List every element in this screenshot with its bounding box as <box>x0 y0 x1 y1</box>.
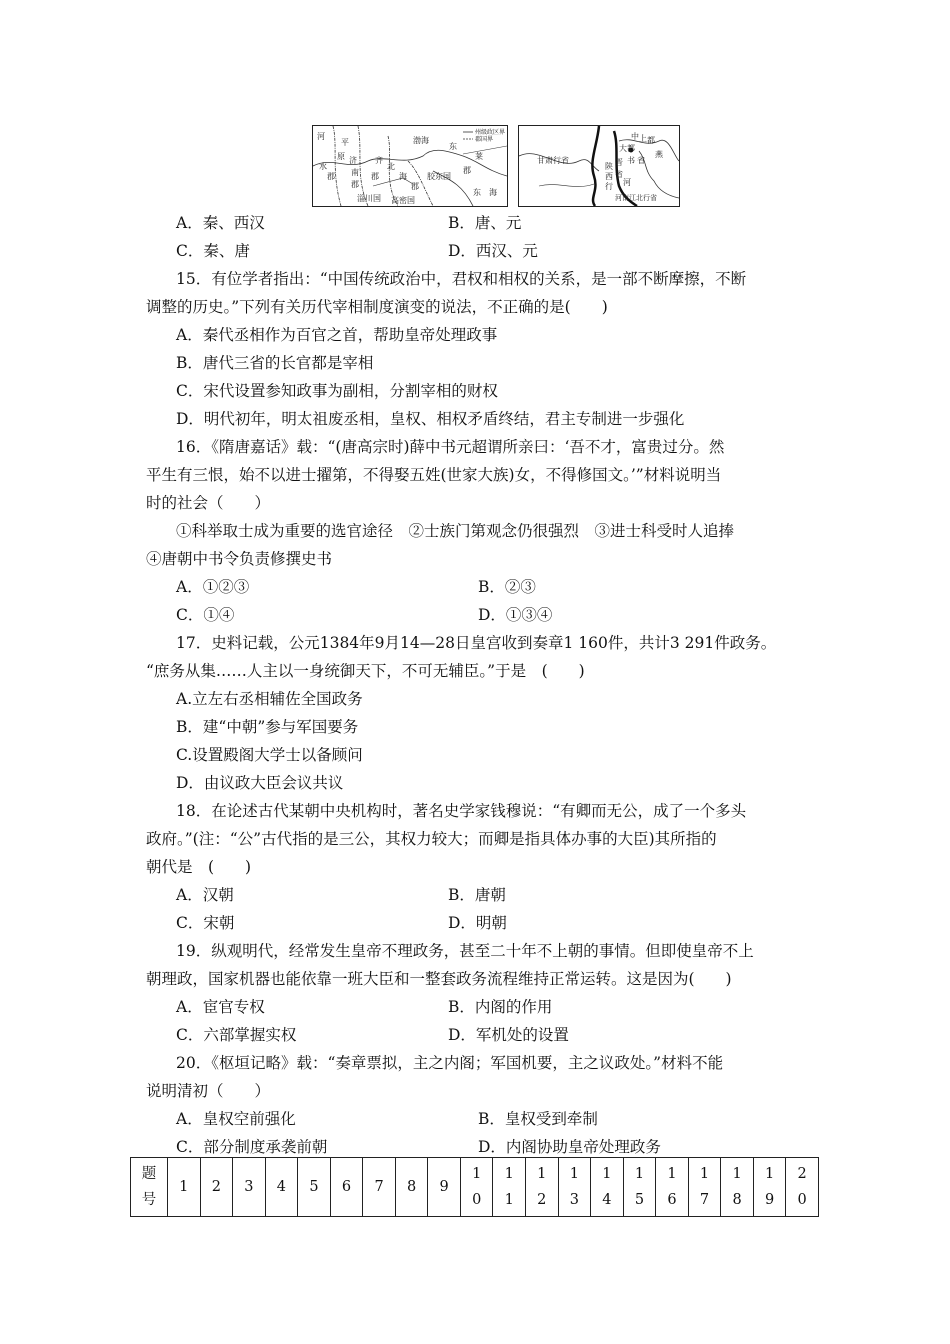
map1-label: 海 <box>399 172 407 181</box>
q17-stem: 17．史料记载，公元1384年9月14—28日皇宫收到奏章1 160件，共计3 291件政务。 <box>176 634 777 652</box>
map1-label: 郡 <box>351 180 359 189</box>
q17-stem-cont: “庶务从集……人主以一身统御天下，不可无辅臣。”于是 ( ) <box>146 662 585 680</box>
answer-table-cell: 1 6 <box>656 1158 689 1217</box>
map1-label: 郡 <box>371 172 379 181</box>
answer-table-cell: 1 4 <box>591 1158 624 1217</box>
answer-table-row <box>131 1158 819 1217</box>
map1-label: 平 <box>341 138 349 147</box>
q14-option-a: A．秦、西汉 <box>176 214 265 232</box>
map2-label: 上 <box>639 134 647 143</box>
q15-option-d: D．明代初年，明太祖废丞相，皇权、相权矛盾终结，君主专制进一步强化 <box>176 410 685 428</box>
q17-option-a: A.立左右丞相辅佐全国政务 <box>176 690 363 708</box>
answer-table-cell: 5 <box>298 1158 331 1217</box>
q19-stem: 19．纵观明代，经常发生皇帝不理政务，甚至二十年不上朝的事情。但即使皇帝不上 <box>176 942 754 960</box>
map2-label: 甘肃行省 <box>537 156 569 165</box>
q18-stem: 18．在论述古代某朝中央机构时，著名史学家钱穆说：“有卿而无公，成了一个多头 <box>176 802 747 820</box>
answer-table <box>130 1157 819 1217</box>
q20-stem: 20．《枢垣记略》载：“奏章票拟，主之内阁；军国机要，主之议政处。”材料不能 <box>176 1054 724 1072</box>
q18-option-a: A．汉朝 <box>176 886 234 904</box>
map2-label: 省 <box>637 156 645 165</box>
map1-label: 东 <box>473 188 481 197</box>
q15-option-a: A．秦代丞相作为百官之首，帮助皇帝处理政事 <box>176 326 498 344</box>
map1-label: 原 <box>337 152 345 161</box>
map1-label: 郡 <box>327 172 335 181</box>
map2-label: 河 <box>623 178 631 187</box>
map1-legend: 州级政区界 <box>475 129 506 136</box>
map2-label: 晋 <box>615 158 623 167</box>
q19-option-d: D．军机处的设置 <box>448 1026 569 1044</box>
q16-option-b: B．②③ <box>478 578 536 596</box>
answer-table-cell: 3 <box>233 1158 266 1217</box>
maps-figure <box>312 125 680 205</box>
map1-label: 河 <box>317 132 325 141</box>
answer-table-cell: 1 1 <box>493 1158 526 1217</box>
q19-option-a: A．宦官专权 <box>176 998 265 1016</box>
map2-label: 西 <box>605 172 613 181</box>
q19-stem-cont: 朝理政，国家机器也能依靠一班大臣和一整套政务流程维持正常运转。这是因为( ) <box>146 970 732 988</box>
map2-label: 燕 <box>655 150 663 159</box>
q17-option-d: D．由议政大臣会议共议 <box>176 774 344 792</box>
answer-table-cell: 2 <box>200 1158 233 1217</box>
q18-option-b: B．唐朝 <box>448 886 506 904</box>
q15-option-c: C．宋代设置参知政事为副相，分割宰相的财权 <box>176 382 498 400</box>
q16-stem-cont: 平生有三恨，始不以进士擢第，不得娶五姓(世家大族)女，不得修国文。’”材料说明当 <box>146 466 722 484</box>
map1-label: 郡 <box>463 166 471 175</box>
map2-label: 都 <box>647 136 655 145</box>
q16-stem: 16．《隋唐嘉话》载：“(唐高宗时)薛中书元超谓所亲曰：‘吾不才，富贵过分。然 <box>176 438 725 456</box>
q15-stem-cont: 调整的历史。”下列有关历代宰相制度演变的说法，不正确的是( ) <box>146 298 608 316</box>
q20-option-b: B．皇权受到牵制 <box>478 1110 598 1128</box>
map1-label: 东 <box>449 142 457 151</box>
q16-items-cont: ④唐朝中书令负责修撰史书 <box>146 550 333 568</box>
q16-option-d: D．①③④ <box>478 606 553 624</box>
answer-table-cell: 1 9 <box>753 1158 786 1217</box>
answer-table-cell: 8 <box>395 1158 428 1217</box>
q15-option-b: B．唐代三省的长官都是宰相 <box>176 354 374 372</box>
map2-label: 书 <box>627 156 635 165</box>
q15-stem: 15．有位学者指出：“中国传统政治中，君权和相权的关系，是一部不断摩擦，不断 <box>176 270 747 288</box>
answer-table-cell: 7 <box>363 1158 396 1217</box>
answer-table-cell: 9 <box>428 1158 461 1217</box>
map1-label: 北 <box>387 162 395 171</box>
map2-label: 行 <box>605 182 613 191</box>
answer-table-cell: 2 0 <box>786 1158 819 1217</box>
q20-option-a: A．皇权空前强化 <box>176 1110 296 1128</box>
answer-table-cell: 1 0 <box>460 1158 493 1217</box>
answer-table-cell: 1 3 <box>558 1158 591 1217</box>
map-yuan <box>518 125 680 207</box>
q19-option-c: C．六部掌握实权 <box>176 1026 297 1044</box>
q18-stem-cont: 政府。”(注：“公”古代指的是三公，其权力较大；而卿是指具体办事的大臣)其所指的 <box>146 830 717 848</box>
q17-option-c: C.设置殿阁大学士以备顾问 <box>176 746 363 764</box>
map2-label: 中 <box>631 132 639 141</box>
q14-option-b: B．唐、元 <box>448 214 522 232</box>
q17-option-b: B．建“中朝”参与军国要务 <box>176 718 359 736</box>
map1-label: 郡 <box>411 182 419 191</box>
q20-stem-cont: 说明清初（ ） <box>146 1082 271 1100</box>
q18-option-d: D．明朝 <box>448 914 507 932</box>
answer-table-cell: 1 8 <box>721 1158 754 1217</box>
map1-legend: 郡国界 <box>475 136 494 143</box>
map2-label: 省 <box>615 170 623 179</box>
map1-label: 济 <box>349 156 357 165</box>
map1-label: 海 <box>489 188 497 197</box>
q16-option-a: A．①②③ <box>176 578 250 596</box>
map1-label: 渤海 <box>413 136 429 145</box>
map1-label: 淄川国 <box>357 194 381 203</box>
answer-table-cell: 1 <box>168 1158 201 1217</box>
q18-option-c: C．宋朝 <box>176 914 235 932</box>
q19-option-b: B．内阁的作用 <box>448 998 553 1016</box>
map1-label: 水 <box>319 162 327 171</box>
map1-label: 南 <box>351 168 359 177</box>
map-qin-han <box>312 125 508 207</box>
q18-stem-cont: 朝代是 ( ) <box>146 858 252 876</box>
q14-option-c: C．秦、唐 <box>176 242 250 260</box>
answer-table-cell: 1 5 <box>623 1158 656 1217</box>
map2-label: 大都 <box>619 144 635 153</box>
map2-label: 河南江北行省 <box>615 194 657 202</box>
q16-items: ①科举取士成为重要的选官途径 ②士族门第观念仍很强烈 ③进士科受时人追捧 <box>176 522 735 540</box>
map2-label: 陕 <box>605 162 613 171</box>
map1-label: 高密国 <box>391 196 415 205</box>
q14-option-d: D．西汉、元 <box>448 242 538 260</box>
q20-option-d: D．内阁协助皇帝处理政务 <box>478 1138 661 1156</box>
map1-label: 胶东国 <box>427 172 451 181</box>
q20-option-c: C．部分制度承袭前朝 <box>176 1138 328 1156</box>
q16-stem-cont: 时的社会（ ） <box>146 494 271 512</box>
q16-option-c: C．①④ <box>176 606 235 624</box>
answer-table-cell: 1 2 <box>526 1158 559 1217</box>
map1-label: 莱 <box>475 152 483 161</box>
map1-label: 齐 <box>375 156 383 165</box>
answer-table-cell: 4 <box>265 1158 298 1217</box>
answer-table-cell: 6 <box>330 1158 363 1217</box>
answer-table-header: 题 号 <box>131 1158 168 1217</box>
answer-table-cell: 1 7 <box>688 1158 721 1217</box>
